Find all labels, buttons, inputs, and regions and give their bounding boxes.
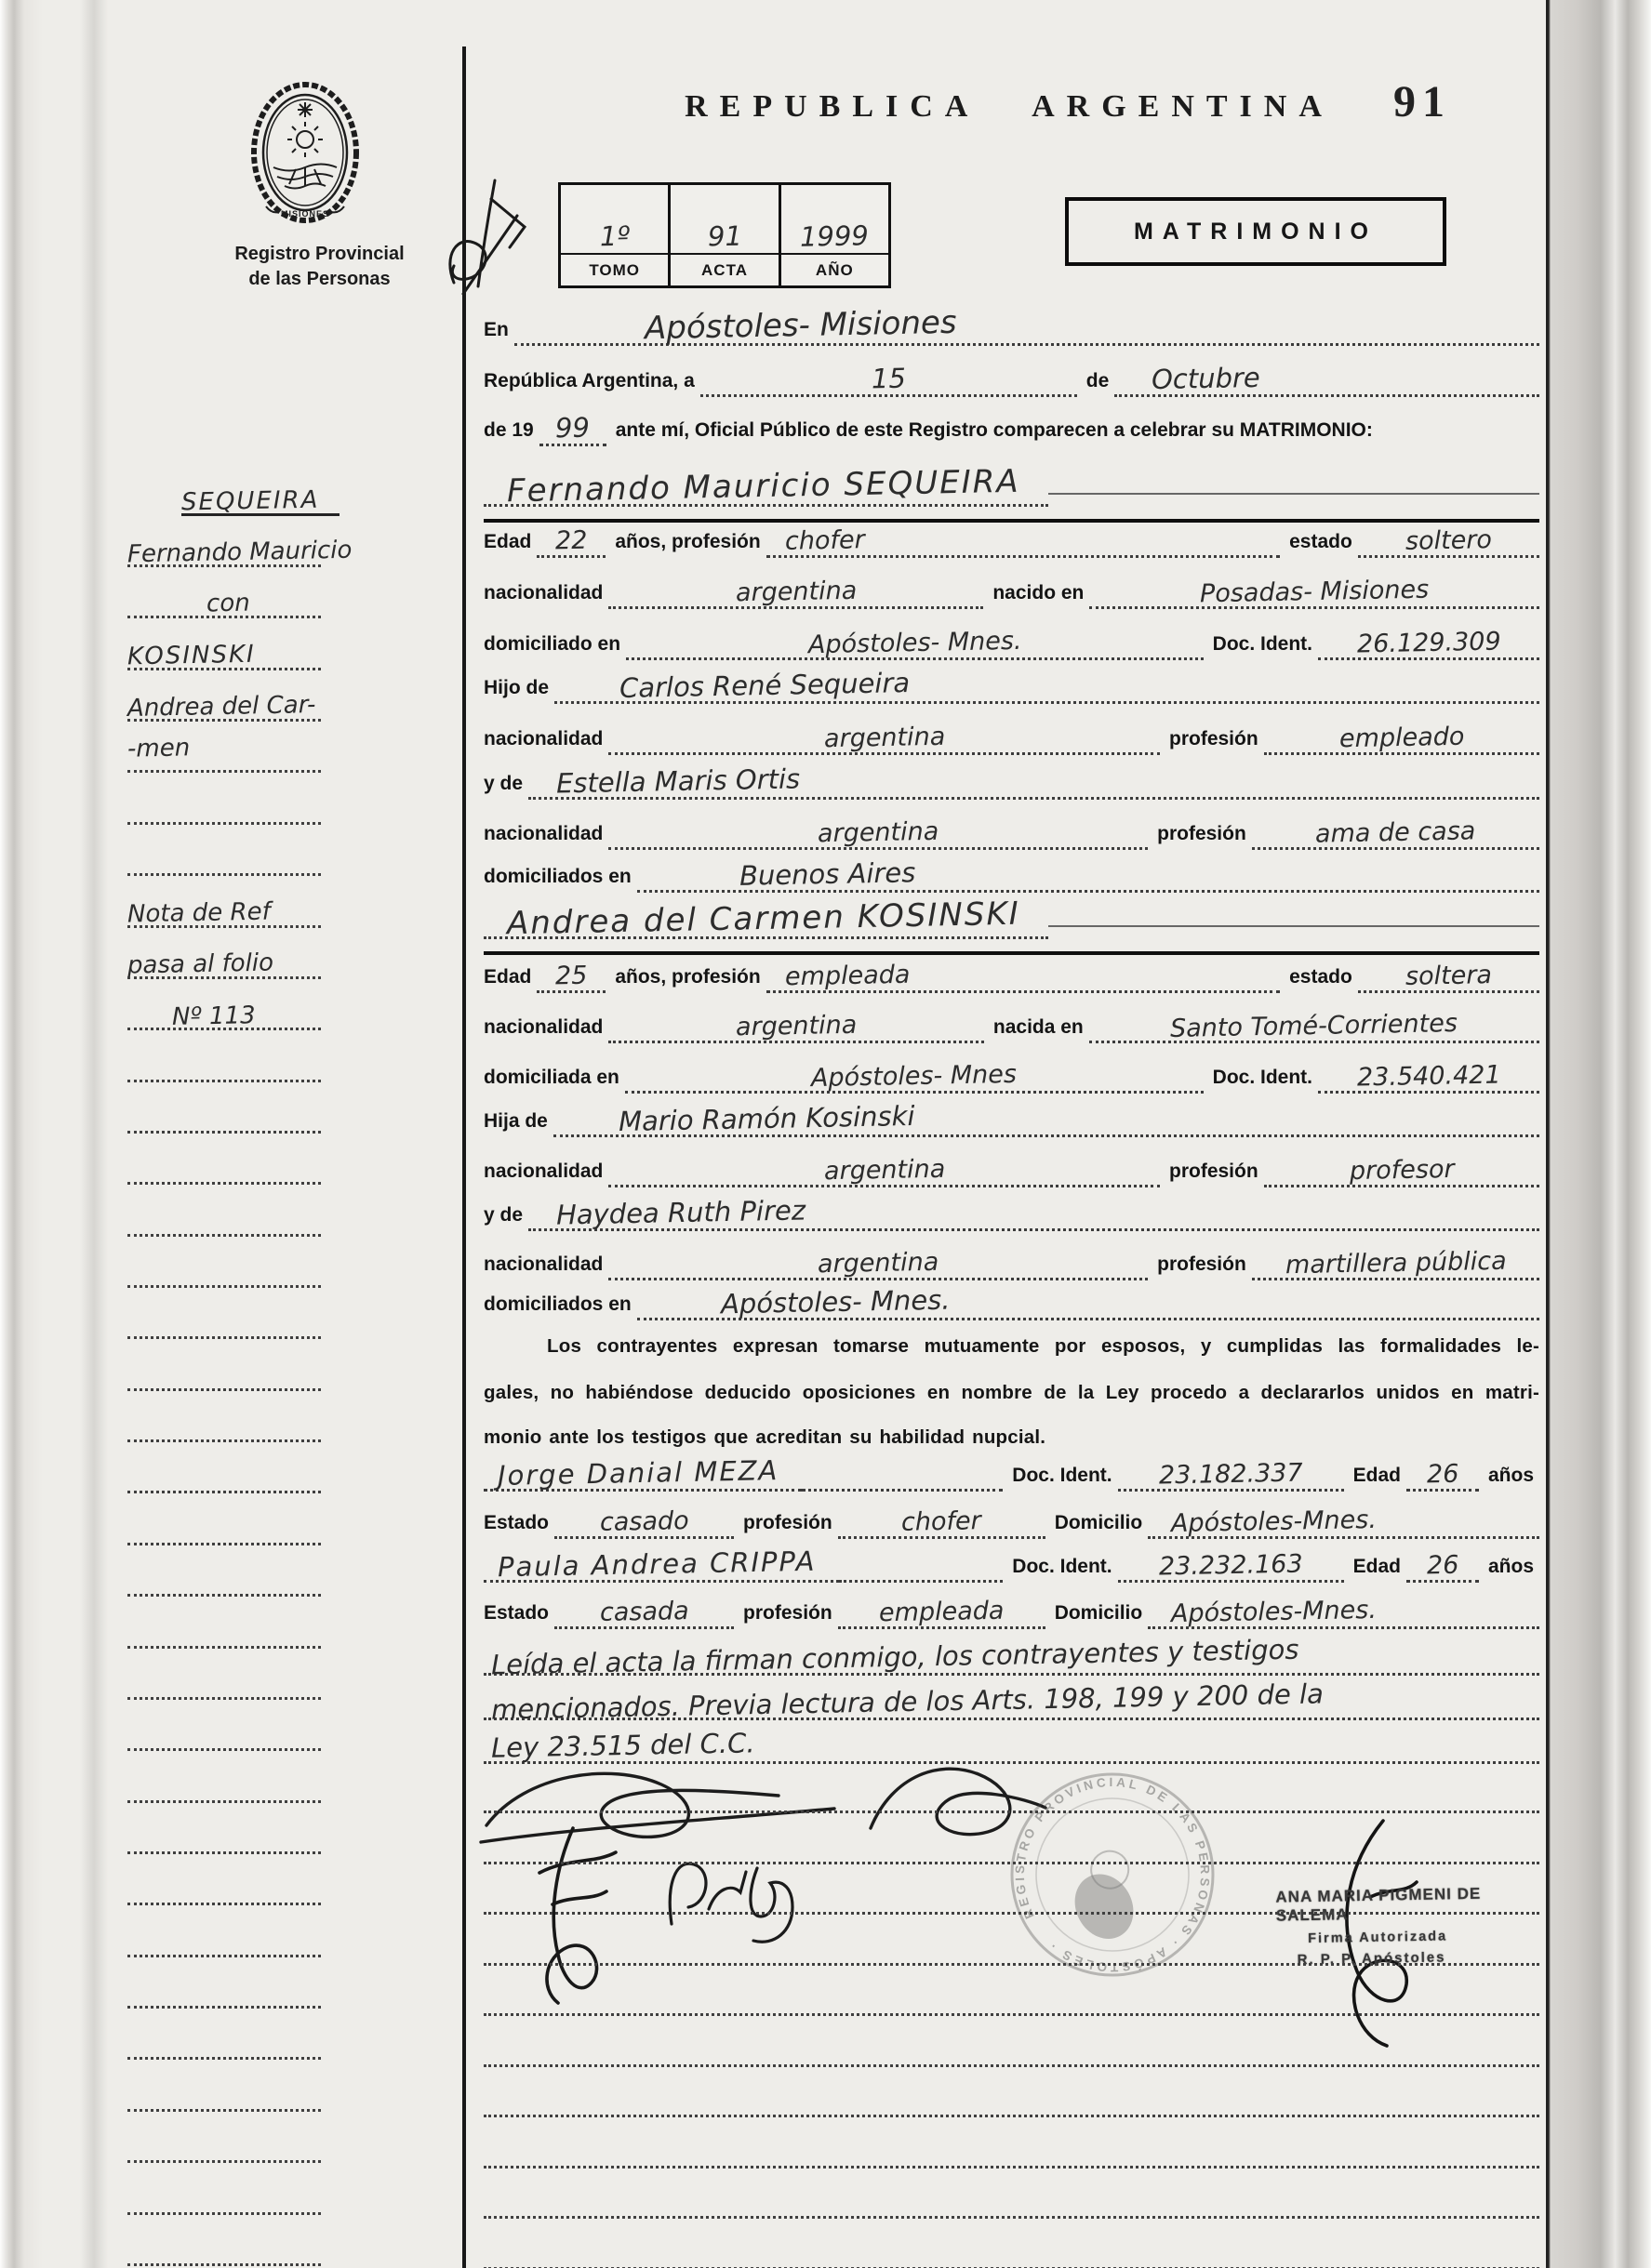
dotted-line [484, 2115, 1539, 2117]
matrimonio-box [1065, 197, 1446, 266]
dotted-line [127, 1234, 321, 1237]
ano-cell [781, 185, 888, 285]
tomo-value: 1º [599, 219, 631, 253]
dotted-line [127, 1388, 321, 1391]
groom-age-profession-status: Edad 22 años, profesión chofer estado soltero [484, 513, 1539, 558]
signature-2 [502, 1815, 642, 2017]
dotted-line [127, 1028, 321, 1030]
tomo-cell [561, 185, 671, 285]
dotted-line [484, 1963, 1539, 1966]
bride-name-line [484, 889, 1539, 943]
dotted-line [484, 2013, 1539, 2016]
month-value: Octubre [1151, 361, 1261, 396]
ano-value: 1999 [800, 219, 870, 253]
dotted-line [127, 2057, 321, 2060]
dotted-line [127, 1182, 321, 1185]
round-stamp-text: REGISTRO PROVINCIAL DE LAS PERSONAS · APÓSTOLES · [1012, 1774, 1213, 1975]
seal-text: MISIONES [280, 209, 330, 219]
dotted-line [484, 2064, 1539, 2067]
declaration-line-3: monio ante los testigos que acreditan su habilidad nupcial. [484, 1426, 1046, 1448]
groom-mother-nationality-profession: nacionalidad argentina profesión ama de casa [484, 805, 1539, 850]
bride-age-profession-status: Edad 25 años, profesión empleada estado soltera [484, 948, 1539, 993]
margin-ref-note-line1: pasa al folio [126, 948, 274, 980]
dotted-line [127, 1800, 321, 1803]
pen-stroke [1048, 903, 1539, 927]
margin-groom-given-names: Fernando Mauricio [126, 536, 353, 569]
official-name-stamp [1275, 1883, 1555, 1968]
groom-name-line [484, 457, 1539, 511]
closing-line-3: Ley 23.515 del C.C. [484, 1714, 1539, 1764]
dotted-line [127, 1955, 321, 1957]
dotted-line [127, 616, 321, 618]
dotted-line [127, 564, 321, 567]
acta-label: ACTA [701, 260, 748, 279]
dotted-line [127, 2263, 321, 2266]
ano-label: AÑO [815, 260, 854, 279]
dotted-line [127, 668, 321, 670]
stamp-role: Firma Autorizada [1308, 1929, 1448, 1947]
dotted-line [127, 1903, 321, 1905]
bride-mother: y de Haydea Ruth Pirez [484, 1187, 1539, 1231]
round-stamp [997, 1759, 1228, 1990]
dotted-line [127, 1491, 321, 1493]
field-date: República Argentina, a 15 de Octubre [484, 352, 1539, 397]
dotted-line [127, 925, 321, 928]
dotted-line [127, 1543, 321, 1545]
svg-text:REGISTRO PROVINCIAL DE LAS PER [997, 1759, 1228, 1990]
page-title: REPUBLICA ARGENTINA [685, 89, 1334, 124]
dotted-line [127, 1285, 321, 1288]
groom-mother: y de Estella Maris Ortis [484, 755, 1539, 800]
groom-father-nationality-profession: nacionalidad argentina profesión empleado [484, 710, 1539, 755]
year-value: 99 [554, 411, 591, 444]
margin-bride-given-1: Andrea del Car- [126, 691, 316, 723]
dotted-line [127, 1646, 321, 1649]
declaration-line-1: Los contrayentes expresan tomarse mutuamente por esposos, y cumplidas las formalidades le- [547, 1335, 1539, 1357]
declaration-line-2: gales, no habiéndose deducido oposiciones en nombre de la Ley procedo a declararlos unidos en matri- [484, 1382, 1539, 1403]
tomo-label: TOMO [589, 260, 640, 279]
margin-bride-surname: KOSINSKI [126, 640, 256, 671]
closing-line-2: mencionados. Previa lectura de los Arts. 198, 199 y 200 de la [484, 1670, 1539, 1720]
bride-nationality-birthplace: nacionalidad argentina nacida en Santo Tomé-Corrientes [484, 999, 1539, 1043]
bride-residence-doc: domiciliada en Apóstoles- Mnes Doc. Ident. 23.540.421 [484, 1049, 1539, 1094]
margin-ref-note-title: Nota de Ref [126, 897, 272, 929]
dotted-line [127, 1336, 321, 1339]
binding-shadow [0, 0, 43, 2268]
closing-line-1: Leída el acta la firman conmigo, los contrayentes y testigos [484, 1625, 1539, 1676]
margin-bride-given-2: -men [126, 734, 191, 763]
dotted-line [484, 2216, 1539, 2219]
acta-cell [671, 185, 780, 285]
page-edge [1546, 0, 1651, 2268]
bride-name: Andrea del Carmen KOSINSKI [506, 895, 1021, 943]
signature-3 [651, 1837, 819, 1970]
groom-name: Fernando Mauricio SEQUEIRA [506, 462, 1020, 511]
dotted-line [127, 822, 321, 825]
dotted-line [127, 1697, 321, 1700]
dotted-line [127, 976, 321, 979]
acta-value: 91 [707, 219, 742, 253]
dotted-line [127, 1748, 321, 1751]
place-value: Apóstoles- Misiones [644, 303, 957, 348]
dotted-line [127, 770, 321, 773]
official-name: ANA MARIA PIGMENI DE SALEMA [1275, 1884, 1482, 1925]
page-number: 91 [1393, 77, 1451, 126]
dotted-line [484, 1810, 1539, 1813]
margin-ref-note-line2: Nº 113 [171, 1001, 256, 1031]
dotted-line [127, 2109, 321, 2112]
witness2-name-doc: Paula Andrea CRIPPA Doc. Ident. 23.232.163 Edad 26 años [484, 1532, 1539, 1583]
provincial-seal-icon [246, 78, 365, 232]
margin-groom-surname: SEQUEIRA [181, 472, 340, 516]
day-value: 15 [871, 362, 907, 395]
paper-crease [80, 0, 108, 2268]
index-table [558, 182, 891, 288]
dotted-line [127, 1131, 321, 1134]
dotted-line [127, 2006, 321, 2009]
bride-father-nationality-profession: nacionalidad argentina profesión profesor [484, 1143, 1539, 1187]
bride-mother-nationality-profession: nacionalidad argentina profesión martillera pública [484, 1236, 1539, 1280]
witness1-status-profession-residence: Estado casado profesión chofer Domicilio Apóstoles-Mnes. [484, 1494, 1539, 1539]
pen-stroke [1048, 471, 1539, 495]
field-place: En Apóstoles- Misiones [484, 301, 1539, 346]
stamp-office: R. P. P. Apóstoles [1297, 1949, 1446, 1969]
dotted-line [484, 1862, 1539, 1864]
field-year-officiant: de 19 99 ante mí, Oficial Público de este Registro comparecen a celebrar su MATRIMONIO: [484, 402, 1539, 446]
groom-father: Hijo de Carlos René Sequeira [484, 659, 1539, 704]
witness2-status-profession-residence: Estado casada profesión empleada Domicilio Apóstoles-Mnes. [484, 1585, 1539, 1629]
dotted-line [127, 1594, 321, 1597]
dotted-line [127, 1080, 321, 1082]
dotted-line [127, 1439, 321, 1442]
margin-connector: con [206, 589, 250, 618]
bride-parents-residence: domiciliados en Apóstoles- Mnes. [484, 1276, 1539, 1320]
dotted-line [127, 2212, 321, 2215]
groom-parents-residence: domiciliados en Buenos Aires [484, 848, 1539, 893]
dotted-line [127, 2160, 321, 2163]
dotted-line [127, 873, 321, 876]
dotted-line [127, 719, 321, 722]
doc-type-label: MATRIMONIO [1133, 218, 1378, 245]
clerk-paraph-signature [435, 175, 539, 307]
bride-father: Hija de Mario Ramón Kosinski [484, 1093, 1539, 1137]
dotted-line [127, 1851, 321, 1854]
witness1-name-doc: Jorge Danial MEZA Doc. Ident. 23.182.337 Edad 26 años [484, 1441, 1539, 1492]
groom-residence-doc: domiciliado en Apóstoles- Mnes. Doc. Ident. 26.129.309 [484, 616, 1539, 660]
registry-name: Registro Provincial de las Personas [234, 244, 405, 289]
form-divider-line [462, 46, 466, 2268]
dotted-line [484, 2166, 1539, 2169]
dotted-line [484, 1912, 1539, 1915]
groom-nationality-birthplace: nacionalidad argentina nacido en Posadas- Misiones [484, 564, 1539, 609]
